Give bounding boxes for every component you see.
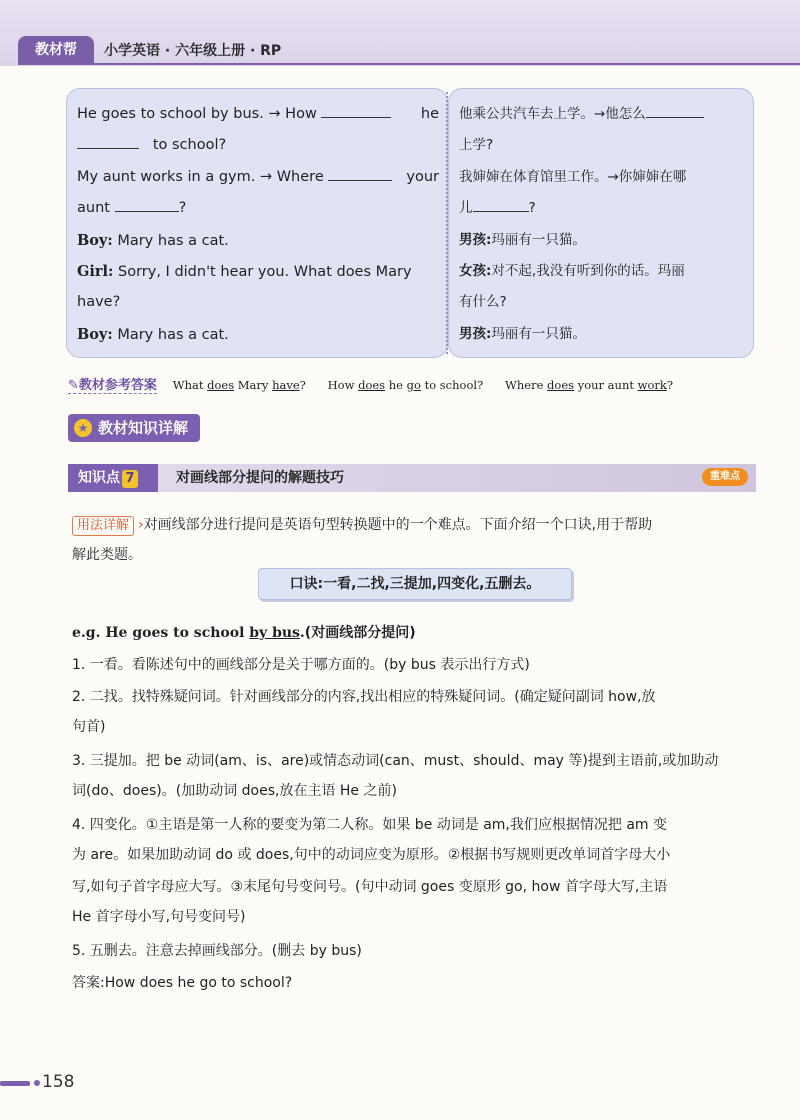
dialogue-en-line xyxy=(77,225,439,256)
reference-answer: How does he go to school? xyxy=(327,378,484,392)
dialogue-en-line xyxy=(77,287,439,318)
fill-blank xyxy=(321,103,391,118)
text: 他乘公共汽车去上学。→他怎么 xyxy=(459,106,646,122)
fill-blank xyxy=(77,134,139,149)
book-brand-tab: 教材帮 xyxy=(18,36,94,64)
text: 对不起,我没有听到你的话。玛丽 xyxy=(491,262,685,279)
text: He goes to school by bus. → How xyxy=(77,106,317,122)
dialogue-en-line xyxy=(77,193,439,224)
speaker-label: Boy: xyxy=(77,231,113,249)
step-2-line: 句首) xyxy=(72,719,106,735)
intro-line: 解此类题。 xyxy=(72,547,142,563)
dialogue-cn-line xyxy=(459,193,745,224)
text: 有什么? xyxy=(459,294,507,311)
header-divider xyxy=(18,63,800,65)
text: have? xyxy=(77,294,121,311)
knowledge-point-number: 7 xyxy=(122,470,138,488)
step-3-line: 3. 三提加。把 be 动词(am、is、are)或情态动词(can、must、should、may 等)提到主语前,或加助动 xyxy=(72,753,719,769)
dialogue-en-line xyxy=(77,99,439,130)
knowledge-point-label: 知识点 7 xyxy=(68,464,158,492)
speaker-label: 男孩: xyxy=(459,231,492,248)
footer-accent-bar xyxy=(0,1081,30,1086)
step-4-line: He 首字母小写,句号变问号) xyxy=(72,909,246,925)
text: he xyxy=(420,106,439,122)
dialogue-chinese-panel xyxy=(448,88,754,358)
dialogue-en-line xyxy=(77,256,439,287)
dialogue-en-line xyxy=(77,162,439,193)
step-4-line: 写,如句子首字母应大写。③末尾句号变问号。(句中动词 goes 变原形 go, how 首字母大写,主语 xyxy=(72,879,668,895)
knowledge-point-title: 对画线部分提问的解题技巧 xyxy=(176,470,344,486)
text: your xyxy=(406,168,439,185)
difficulty-badge: 重难点 xyxy=(702,468,748,486)
reference-answer: What does Mary have? xyxy=(172,378,306,392)
step-4-line: 4. 四变化。①主语是第一人称的要变为第二人称。如果 be 动词是 am,我们应根据情况把 am 变 xyxy=(72,817,667,833)
text: 上学? xyxy=(459,137,494,154)
dialogue-en-line xyxy=(77,319,439,350)
answer-line: 答案:How does he go to school? xyxy=(72,975,293,991)
dialogue-cn-line xyxy=(459,130,745,161)
dialogue-cn-line xyxy=(459,287,745,318)
fill-blank xyxy=(473,197,529,212)
speaker-label: Boy: xyxy=(77,325,113,343)
dialogue-en-line xyxy=(77,130,439,161)
reference-answer: Where does your aunt work? xyxy=(505,378,674,392)
text: 玛丽有一只猫。 xyxy=(491,325,586,342)
text: aunt xyxy=(77,200,110,217)
star-icon: ★ xyxy=(74,419,92,437)
intro-line xyxy=(72,514,652,536)
example-sentence: e.g. He goes to school by bus.(对画线部分提问) xyxy=(72,625,416,641)
usage-tag: 用法详解 xyxy=(72,516,134,536)
footer-dot xyxy=(34,1080,40,1086)
fill-blank xyxy=(646,103,704,118)
step-3-line: 词(do、does)。(加助动词 does,放在主语 He 之前) xyxy=(72,783,397,799)
text: 我婶婶在体育馆里工作。→你婶婶在哪 xyxy=(459,168,687,185)
page-header xyxy=(0,0,800,66)
section-banner xyxy=(68,414,200,442)
book-title: 小学英语 · 六年级上册 · RP xyxy=(104,43,282,59)
text: 对画线部分进行提问是英语句型转换题中的一个难点。下面介绍一个口诀,用于帮助 xyxy=(143,517,653,533)
knowledge-point-bar xyxy=(68,464,756,492)
text: My aunt works in a gym. → Where xyxy=(77,168,324,185)
text: 儿 xyxy=(459,200,473,217)
chevron-right-icon: › xyxy=(138,517,144,533)
dialogue-cn-line xyxy=(459,162,745,193)
step-1: 1. 一看。看陈述句中的画线部分是关于哪方面的。(by bus 表示出行方式) xyxy=(72,657,530,673)
step-5: 5. 五删去。注意去掉画线部分。(删去 by bus) xyxy=(72,943,362,959)
speaker-label: Girl: xyxy=(77,262,114,280)
fill-blank xyxy=(328,166,392,181)
dialogue-cn-line xyxy=(459,225,745,256)
text: Mary has a cat. xyxy=(112,232,229,249)
mnemonic-box: 口诀:一看,二找,三提加,四变化,五删去。 xyxy=(258,568,572,600)
text: Sorry, I didn't hear you. What does Mary xyxy=(113,263,412,280)
section-title: 教材知识详解 xyxy=(98,419,189,437)
speaker-label: 女孩: xyxy=(459,262,492,279)
reference-answers xyxy=(68,374,691,394)
text: Mary has a cat. xyxy=(112,326,229,343)
reference-answer-tag: ✎教材参考答案 xyxy=(68,374,157,394)
text: ? xyxy=(528,200,536,217)
fill-blank xyxy=(115,197,179,212)
text: ? xyxy=(178,200,187,217)
dialogue-english-panel xyxy=(66,88,448,358)
step-4-line: 为 are。如果加助动词 do 或 does,句中的动词应变为原形。②根据书写规则更改单词首字母大小 xyxy=(72,847,671,863)
dialogue-cn-line xyxy=(459,99,745,130)
step-2-line: 2. 二找。找特殊疑问词。针对画线部分的内容,找出相应的特殊疑问词。(确定疑问副词 how,放 xyxy=(72,689,656,705)
speaker-label: 男孩: xyxy=(459,325,492,342)
page-number: 158 xyxy=(42,1072,75,1092)
text: 玛丽有一只猫。 xyxy=(491,231,586,248)
dialogue-cn-line xyxy=(459,256,745,287)
text: to school? xyxy=(152,137,227,154)
dialogue-cn-line xyxy=(459,319,745,350)
text: 教材参考答案 xyxy=(78,378,157,393)
